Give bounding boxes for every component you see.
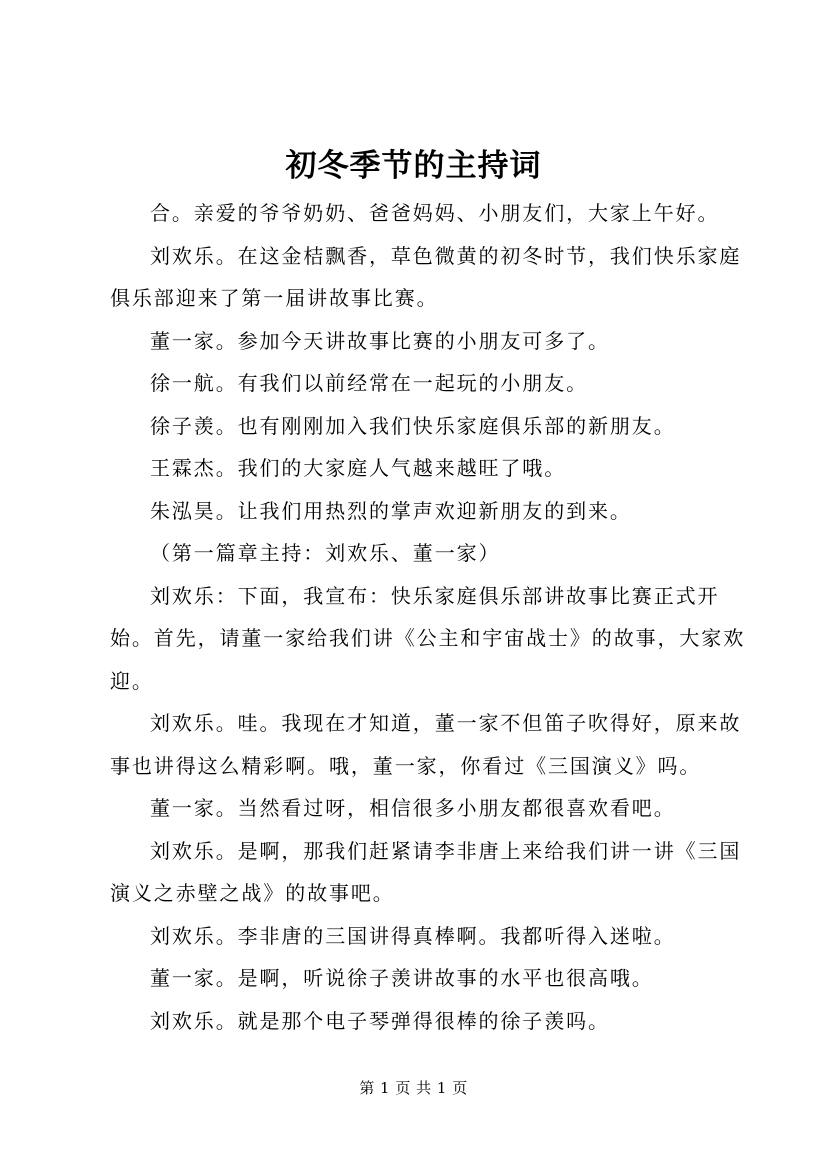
paragraph: 刘欢乐。李非唐的三国讲得真棒啊。我都听得入迷啦。 <box>150 923 676 948</box>
paragraph: 董一家。是啊，听说徐子羡讲故事的水平也很高哦。 <box>150 966 654 990</box>
paragraph: 刘欢乐：下面，我宣布：快乐家庭俱乐部讲故事比赛正式开始。首先，请董一家给我们讲《公主和宇宙战士》的故事，大家欢迎。 <box>110 583 746 693</box>
paragraph: （第一篇章主持：刘欢乐、董一家） <box>150 541 501 565</box>
paragraph: 王霖杰。我们的大家庭人气越来越旺了哦。 <box>150 456 567 480</box>
paragraph: 刘欢乐。是啊，那我们赶紧请李非唐上来给我们讲一讲《三国演义之赤壁之战》的故事吧。 <box>110 838 742 905</box>
paragraph: 刘欢乐。在这金桔飘香，草色微黄的初冬时节，我们快乐家庭俱乐部迎来了第一届讲故事比赛。 <box>110 243 742 310</box>
paragraph: 合。亲爱的爷爷奶奶、爸爸妈妈、小朋友们，大家上午好。 <box>150 201 720 225</box>
paragraph: 徐子羡。也有刚刚加入我们快乐家庭俱乐部的新朋友。 <box>150 413 676 438</box>
paragraph: 徐一航。有我们以前经常在一起玩的小朋友。 <box>150 371 588 395</box>
document-body <box>110 192 750 1042</box>
paragraph: 刘欢乐。哇。我现在才知道，董一家不但笛子吹得好，原来故事也讲得这么精彩啊。哦，董一家，你看过《三国演义》吗。 <box>110 711 742 778</box>
paragraph: 朱泓昊。让我们用热烈的掌声欢迎新朋友的到来。 <box>150 498 632 523</box>
paragraph: 董一家。参加今天讲故事比赛的小朋友可多了。 <box>150 328 610 353</box>
paragraph: 刘欢乐。就是那个电子琴弹得很棒的徐子羡吗。 <box>150 1008 610 1033</box>
page-footer: 第 1 页 共 1 页 <box>359 1079 468 1097</box>
document-title: 初冬季节的主持词 <box>285 148 542 184</box>
paragraph: 董一家。当然看过呀，相信很多小朋友都很喜欢看吧。 <box>150 796 676 820</box>
